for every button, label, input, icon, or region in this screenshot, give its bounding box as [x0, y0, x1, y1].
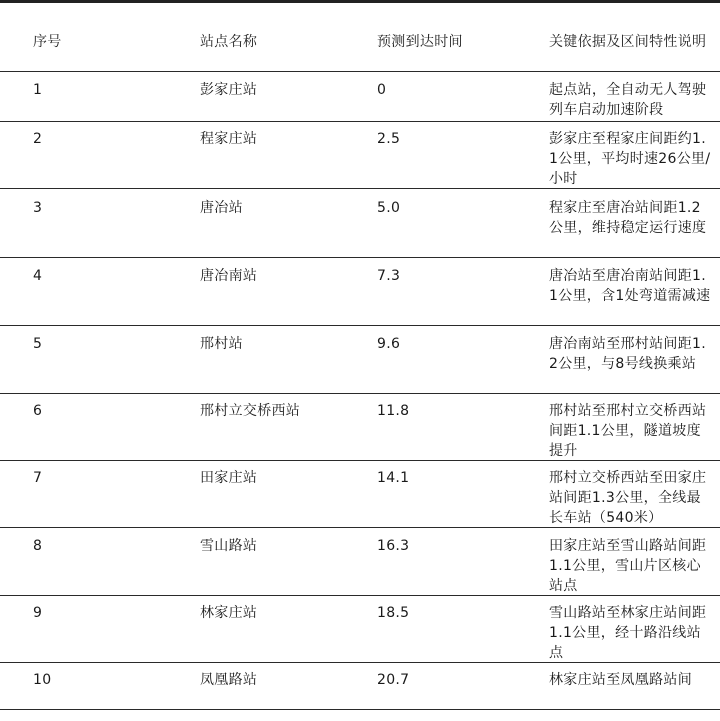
row-arrival-time: 11.8 [377, 403, 410, 419]
table-row [0, 334, 720, 394]
row-station-name: 唐冶南站 [200, 268, 258, 284]
row-description: 林家庄站至凤凰路站间 [549, 672, 692, 688]
row-station-name: 林家庄站 [200, 605, 258, 621]
row-arrival-time: 14.1 [377, 470, 410, 486]
row-station-name: 凤凰路站 [200, 672, 258, 688]
row-no: 9 [33, 605, 43, 621]
row-station-name: 邢村立交桥西站 [200, 403, 301, 419]
table-row [0, 536, 720, 596]
row-description: 唐冶南站至邢村站间距1.2公里，与8号线换乘站 [549, 336, 706, 372]
row-no: 3 [33, 200, 43, 216]
row-description: 唐冶站至唐冶南站间距1.1公里，含1处弯道需减速 [549, 268, 711, 304]
row-arrival-time: 5.0 [377, 200, 401, 216]
table-row [0, 401, 720, 461]
table-row [0, 603, 720, 663]
row-arrival-time: 16.3 [377, 538, 410, 554]
row-description: 彭家庄至程家庄间距约1.1公里，平均时速26公里/小时 [549, 131, 711, 187]
row-station-name: 程家庄站 [200, 131, 258, 147]
table-row [0, 266, 720, 326]
row-station-name: 田家庄站 [200, 470, 258, 486]
row-description: 起点站，全自动无人驾驶列车启动加速阶段 [549, 82, 707, 118]
row-no: 2 [33, 131, 43, 147]
row-arrival-time: 2.5 [377, 131, 401, 147]
header-arrival-time: 预测到达时间 [377, 34, 463, 50]
row-no: 4 [33, 268, 43, 284]
row-description: 雪山路站至林家庄站间距1.1公里，经十路沿线站点 [549, 605, 707, 661]
row-station-name: 彭家庄站 [200, 82, 258, 98]
row-description: 田家庄站至雪山路站间距1.1公里，雪山片区核心站点 [549, 538, 707, 594]
row-arrival-time: 9.6 [377, 336, 401, 352]
row-station-name: 邢村站 [200, 336, 243, 352]
row-no: 5 [33, 336, 43, 352]
header-station-name: 站点名称 [200, 34, 258, 50]
row-description: 程家庄至唐冶站间距1.2公里，维持稳定运行速度 [549, 200, 707, 236]
table-row [0, 670, 720, 710]
table-row [0, 198, 720, 258]
row-description: 邢村立交桥西站至田家庄站间距1.3公里，全线最长车站（540米） [549, 470, 707, 526]
row-station-name: 雪山路站 [200, 538, 258, 554]
row-no: 7 [33, 470, 43, 486]
row-description: 邢村站至邢村立交桥西站间距1.1公里，隧道坡度提升 [549, 403, 707, 459]
header-no: 序号 [33, 34, 62, 50]
table-row [0, 129, 720, 189]
row-no: 1 [33, 82, 43, 98]
row-station-name: 唐冶站 [200, 200, 243, 216]
row-no: 6 [33, 403, 43, 419]
row-arrival-time: 20.7 [377, 672, 410, 688]
row-arrival-time: 7.3 [377, 268, 401, 284]
row-arrival-time: 18.5 [377, 605, 410, 621]
row-no: 8 [33, 538, 43, 554]
header-description: 关键依据及区间特性说明 [549, 34, 707, 50]
row-no: 10 [33, 672, 52, 688]
table-row [0, 468, 720, 528]
table-row [0, 80, 720, 122]
table-header-row [0, 32, 720, 72]
row-arrival-time: 0 [377, 82, 387, 98]
